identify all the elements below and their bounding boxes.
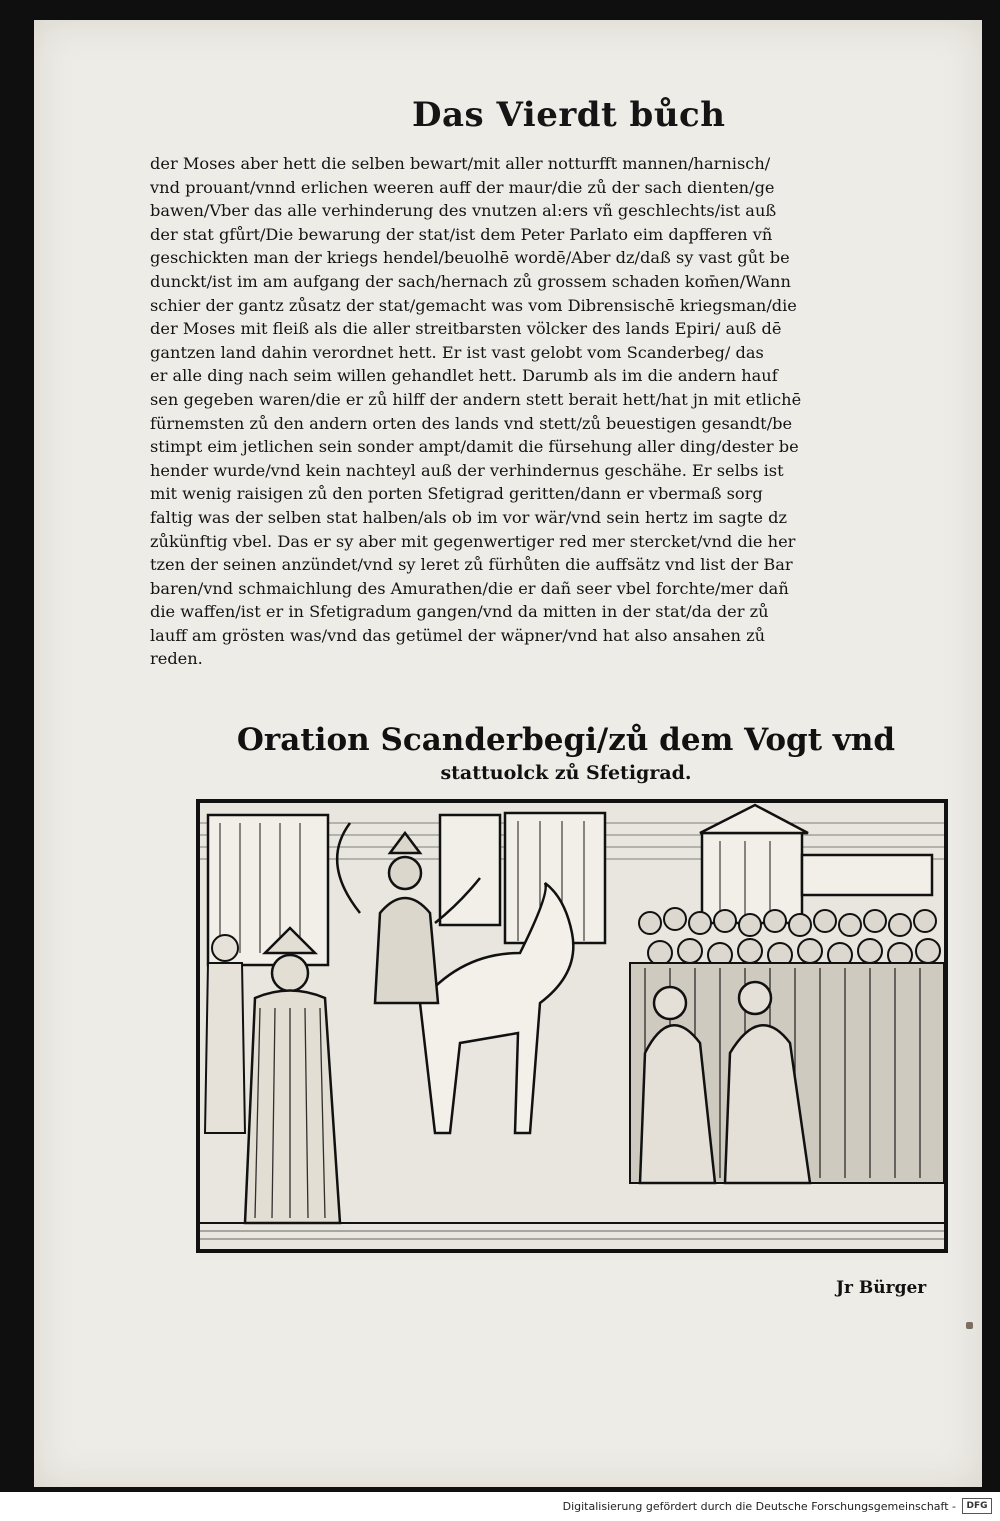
scan-pin-mark bbox=[966, 1322, 973, 1329]
text-line: vnd prouant/vnnd erlichen weeren auff der maur/die zů der sach dienten/ge bbox=[150, 177, 775, 197]
text-line: der Moses aber hett die selben bewart/mit aller notturfft mannen/harnisch/ bbox=[150, 154, 771, 173]
text-line: geschickten man der kriegs hendel/beuolhē wordē/Aber dz/daß sy vast gůt be bbox=[150, 248, 790, 268]
text-line: baren/vnd schmaichlung des Amurathen/die er dañ seer vbel forchte/mer dañ bbox=[150, 578, 789, 598]
text-line: der Moses mit fleiß als die aller streitbarsten völcker des lands Epiri/ auß dē bbox=[150, 319, 782, 339]
text-line: lauff am grösten was/vnd das getümel der wäpner/vnd hat also ansahen zů bbox=[150, 625, 766, 645]
text-line: hender wurde/vnd kein nachteyl auß der verhindernus geschähe. Er selbs ist bbox=[150, 460, 784, 480]
dfg-logo: DFG bbox=[962, 1498, 992, 1514]
running-head: Das Vierdt bůch bbox=[412, 95, 726, 135]
funding-credit: Digitalisierung gefördert durch die Deutsche Forschungsgemeinschaft - bbox=[562, 1500, 956, 1513]
catchword: Jr Bürger bbox=[836, 1278, 927, 1298]
body-text bbox=[150, 152, 950, 671]
text-line: reden. bbox=[150, 649, 203, 669]
section-heading-line-1: Oration Scanderbegi/zů dem Vogt vnd bbox=[236, 722, 896, 758]
text-line: zůkünftig vbel. Das er sy aber mit gegenwertiger red mer stercket/vnd die her bbox=[150, 531, 796, 551]
text-line: der stat gfůrt/Die bewarung der stat/ist dem Peter Parlato eim dapfferen vñ bbox=[150, 224, 773, 244]
text-line: fürnemsten zů den andern orten des lands vnd stett/zů beuestigen gesandt/be bbox=[150, 413, 793, 433]
section-heading-line-2: stattuolck zů Sfetigrad. bbox=[440, 762, 692, 784]
text-line: faltig was der selben stat halben/als ob im vor wär/vnd sein hertz im sagte dz bbox=[150, 507, 787, 527]
text-line: dunckt/ist im am aufgang der sach/hernach zů grossem schaden kom̄en/Wann bbox=[150, 271, 791, 291]
text-line: er alle ding nach seim willen gehandlet hett. Darumb als im die andern hauf bbox=[150, 366, 778, 386]
text-line: bawen/Vber das alle verhinderung des vnutzen al:ers vñ geschlechts/ist auß bbox=[150, 201, 777, 221]
text-line: stimpt eim jetlichen sein sonder ampt/damit die fürsehung aller ding/dester be bbox=[150, 437, 799, 457]
text-line: tzen der seinen anzündet/vnd sy leret zů fürhůten die auffsätz vnd list der Bar bbox=[150, 555, 793, 575]
text-line: mit wenig raisigen zů den porten Sfetigrad geritten/dann er vbermaß sorg bbox=[150, 484, 763, 504]
section-heading bbox=[186, 720, 946, 786]
digitization-footer bbox=[0, 1492, 1000, 1521]
woodcut-illustration bbox=[196, 799, 948, 1253]
text-line: sen gegeben waren/die er zů hilff der andern stett berait hett/hat jn mit etlichē bbox=[150, 389, 802, 409]
woodcut-drawing bbox=[200, 803, 944, 1249]
text-line: die waffen/ist er in Sfetigradum gangen/vnd da mitten in der stat/da der zů bbox=[150, 602, 769, 622]
text-line: gantzen land dahin verordnet hett. Er ist vast gelobt vom Scanderbeg/ das bbox=[150, 342, 764, 362]
text-line: schier der gantz zůsatz der stat/gemacht was vom Dibrensischē kriegsman/die bbox=[150, 295, 797, 315]
